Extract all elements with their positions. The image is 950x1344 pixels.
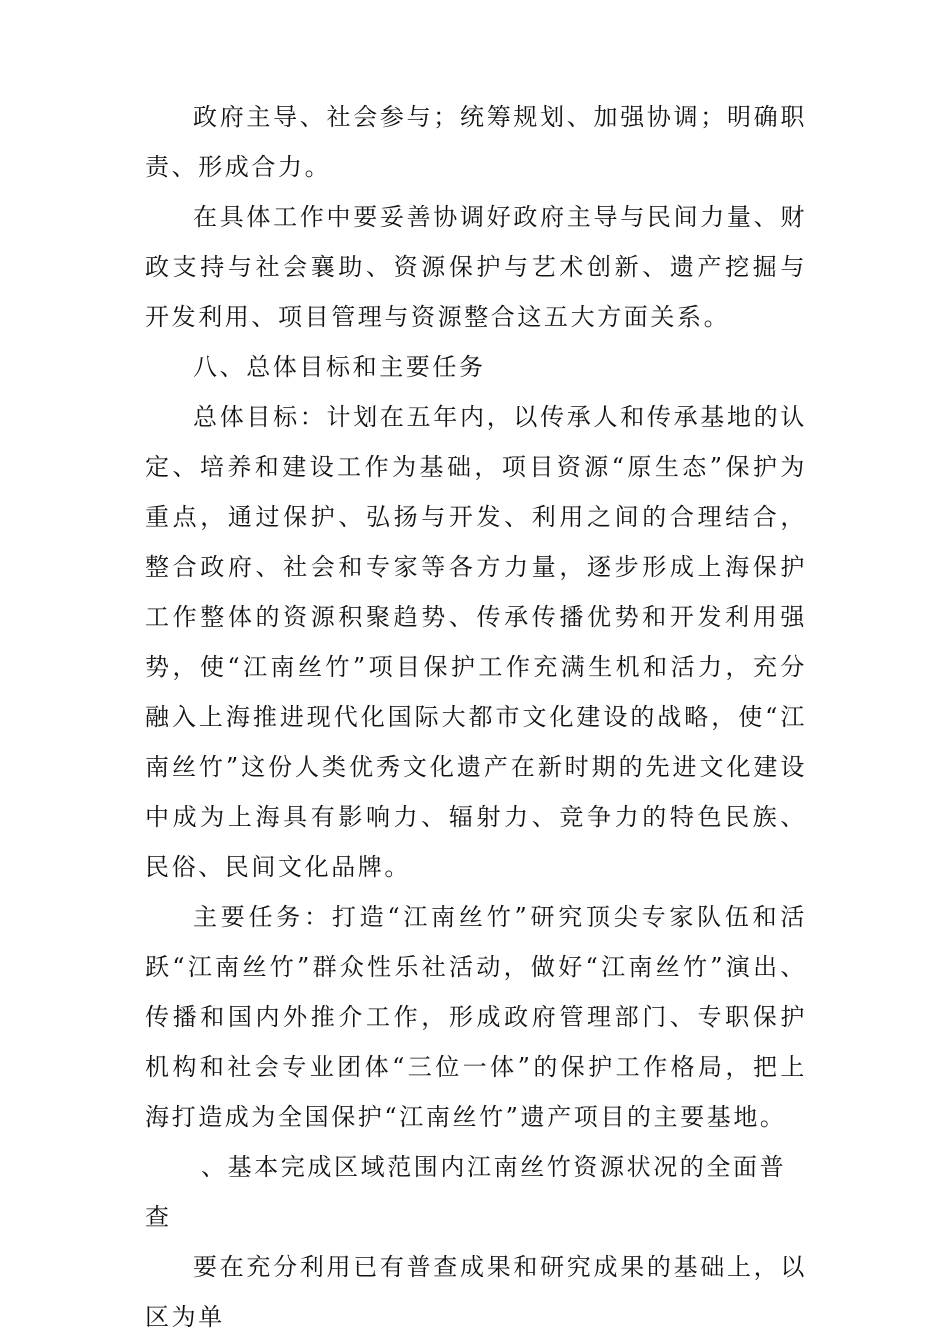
document-body	[145, 92, 807, 1342]
paragraph-overall-goal: 总体目标：计划在五年内，以传承人和传承基地的认定、培养和建设工作为基础，项目资源“原生态”保护为重点，通过保护、弘扬与开发、利用之间的合理结合，整合政府、社会和专家等各方力量，逐步形成上海保护工作整体的资源积聚趋势、传承传播优势和开发利用强势，使“江南丝竹”项目保护工作充满生机和活力，充分融入上海推进现代化国际大都市文化建设的战略，使“江南丝竹”这份人类优秀文化遗产在新时期的先进文化建设中成为上海具有影响力、辐射力、竞争力的特色民族、民俗、民间文化品牌。	[145, 403, 807, 881]
paragraph-relations: 在具体工作中要妥善协调好政府主导与民间力量、财政支持与社会襄助、资源保护与艺术创新、遗产挖掘与开发利用、项目管理与资源整合这五大方面关系。	[145, 203, 807, 331]
paragraph-survey: 要在充分利用已有普查成果和研究成果的基础上，以区为单	[145, 1253, 807, 1331]
section-heading: 八、总体目标和主要任务	[193, 353, 486, 381]
paragraph-main-tasks: 主要任务：打造“江南丝竹”研究顶尖专家队伍和活跃“江南丝竹”群众性乐社活动，做好“江南丝竹”演出、传播和国内外推介工作，形成政府管理部门、专职保护机构和社会专业团体“三位一体”的保护工作格局，把上海打造成为全国保护“江南丝竹”遗产项目的主要基地。	[145, 903, 807, 1131]
list-item-heading: 、基本完成区域范围内江南丝竹资源状况的全面普查	[145, 1153, 787, 1231]
paragraph-principles: 政府主导、社会参与；统筹规划、加强协调；明确职责、形成合力。	[145, 103, 807, 181]
